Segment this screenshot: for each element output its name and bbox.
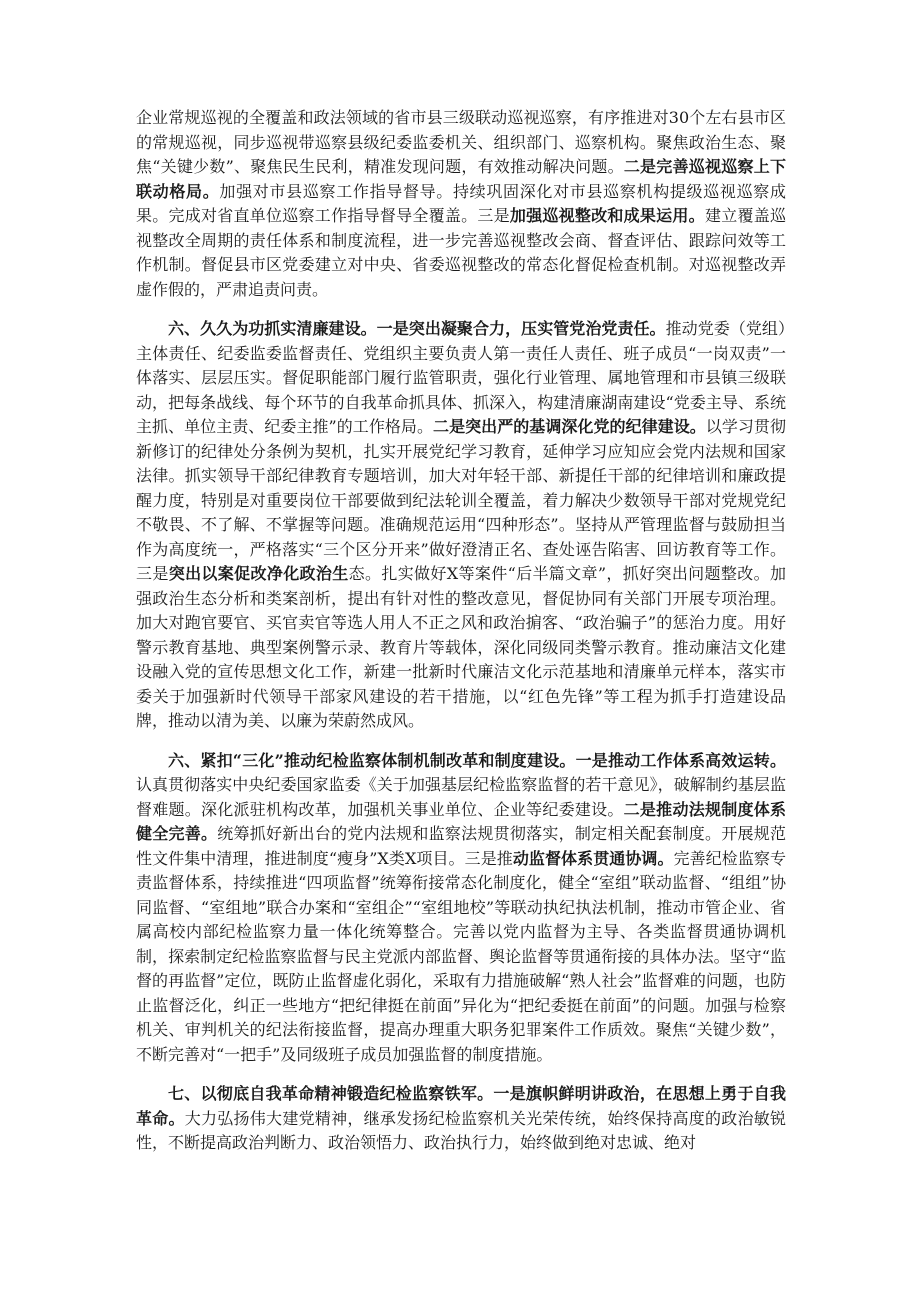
text-run: 建立覆盖巡视整改全周期的责任体系和制度流程，进一步完善巡视整改会商、督查评估、跟踪问效等工作机制。督促县市区党委建立对中央、省委巡视整改的常态化督促检查机制。对巡视整改弄虚作假的，严肃追责问责。	[136, 206, 786, 299]
paragraph-section-institutional-reform	[136, 749, 786, 1068]
bold-heading-run: 二是完善巡视巡察上下联动格局。	[136, 157, 786, 201]
paragraph-inspection-continued	[136, 106, 786, 302]
section-heading-run: 六、紧扣“三化”推动纪检监察体制机制改革和制度建设。一是推动工作体系高效运转。	[168, 750, 786, 770]
text-run: 以学习贯彻新修订的纪律处分条例为契机，扎实开展党纪学习教育，延伸学习应知应会党内法规和国家法律。抓实领导干部纪律教育专题培训，加大对年轻干部、新提任干部的纪律培训和廉政提醒力度，特别是对重要岗位干部要做到纪法轮训全覆盖，着力解决少数领导干部对党规党纪不敬畏、不了解、不掌握等问题。准确规范运用“四种形态”。坚持从严管理监督与鼓励担当作为高度统一，严格落实“三个区分开来”做好澄清正名、查处诬告陷害、回访教育等工作。三是	[136, 417, 786, 583]
document-page	[136, 106, 786, 1156]
bold-heading-run: 二是突出严的基调深化党的纪律建设。	[433, 417, 706, 436]
paragraph-section-team-building	[136, 1082, 786, 1156]
text-run: 认真贯彻落实中央纪委国家监委《关于加强基层纪检监察监督的若干意见》，破解制约基层监督难题。深化派驻机构改革，加强机关事业单位、企业等纪委建设。	[136, 775, 786, 819]
section-heading-run: 六、久久为功抓实清廉建设。一是突出凝聚合力，压实管党治党责任。	[168, 319, 666, 338]
bold-heading-run: 二是推动法规制度体系健全完善。	[136, 799, 786, 843]
bold-heading-run: 突出以案促改净化政治生	[168, 564, 349, 583]
text-run: 完善纪检监察专责监督体系，持续推进“四项监督”统筹衔接常态化制度化，健全“室组”联动监督、“组组”协同监督、“室组地”联合办案和“室组企”“室组地校”等联动执纪执法机制，推动市管企业、省属高校内部纪检监察力量一体化统筹整合。完善以党内监督为主导、各类监督贯通协调机制，探索制定纪检监察监督与民主党派内部监督、舆论监督等贯通衔接的具体办法。坚守“监督的再监督”定位，既防止监督虚化弱化，采取有力措施破解“熟人社会”监督难的问题，也防止监督泛化，纠正一些地方“把纪律挺在前面”异化为“把纪委挺在前面”的问题。加强与检察机关、审判机关的纪法衔接监督，提高办理重大职务犯罪案件工作质效。聚焦“关键少数”，不断完善对“一把手”及同级班子成员加强监督的制度措施。	[136, 848, 786, 1064]
bold-heading-run: 动监督体系贯通协调。	[512, 848, 674, 868]
text-run: 加强对市县巡察工作指导督导。持续巩固深化对市县巡察机构提级巡视巡察成果。完成对省直单位巡察工作指导督导全覆盖。三是	[136, 181, 786, 225]
text-run: 企业常规巡视的全覆盖和政法领域的省市县三级联动巡视巡察，有序推进对30个左右县市区的常规巡视，同步巡视带巡察县级纪委监委机关、组织部门、巡察机构。聚焦政治生态、聚焦“关键少数”、聚焦民生民利，精准发现问题，有效推动解决问题。	[136, 108, 786, 176]
text-run: 态。扎实做好X等案件“后半篇文章”，抓好突出问题整改。加强政治生态分析和类案剖析，提出有针对性的整改意见，督促协同有关部门开展专项治理。加大对跑官要官、买官卖官等选人用人不正之风和政治掮客、“政治骗子”的惩治力度。用好警示教育基地、典型案例警示录、教育片等载体，深化同级同类警示教育。推动廉洁文化建设融入党的宣传思想文化工作，新建一批新时代廉洁文化示范基地和清廉单元样本，落实市委关于加强新时代领导干部家风建设的若干措施，以“红色先锋”等工程为抓手打造建设品牌，推动以清为美、以廉为荣蔚然成风。	[136, 564, 786, 730]
text-run: 大力弘扬伟大建党精神，继承发扬纪检监察机关光荣传统，始终保持高度的政治敏锐性，不断提高政治判断力、政治领悟力、政治执行力，始终做到绝对忠诚、绝对	[136, 1108, 786, 1152]
paragraph-section-clean-governance	[136, 317, 786, 734]
bold-heading-run: 加强巡视整改和成果运用。	[509, 206, 705, 225]
section-heading-run: 七、以彻底自我革命精神锻造纪检监察铁军。一是旗帜鲜明讲政治，在思想上勇于自我革命。	[136, 1084, 786, 1128]
text-run: 统筹抓好新出台的党内法规和监察法规贯彻落实，制定相关配套制度。开展规范性文件集中清理，推进制度“瘦身”X类X项目。三是推	[136, 824, 786, 868]
text-run: 推动党委（党组）主体责任、纪委监委监督责任、党组织主要负责人第一责任人责任、班子成员“一岗双责”一体落实、层层压实。督促职能部门履行监管职责，强化行业管理、属地管理和市县镇三级联动，把每条战线、每个环节的自我革命抓具体、抓深入，构建清廉湖南建设“党委主导、系统主抓、单位主责、纪委主推”的工作格局。	[136, 319, 786, 436]
